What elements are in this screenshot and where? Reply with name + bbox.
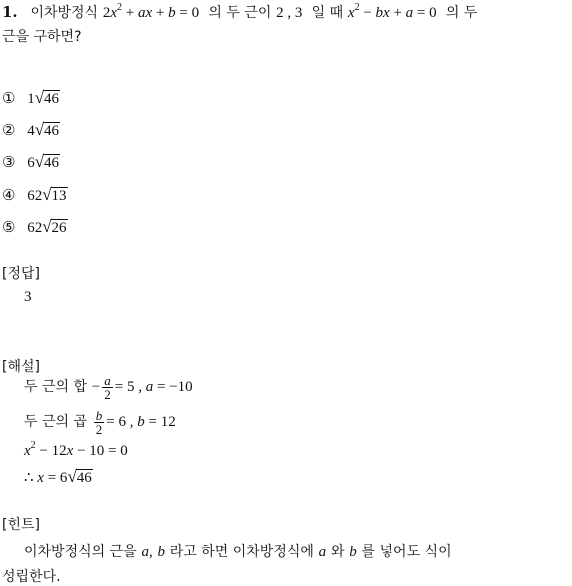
hint-line-2: 성립한다.	[2, 569, 61, 585]
hint-label: [힌트]	[2, 517, 40, 533]
solution-line-1: 두 근의 합 − $\frac{a}{2}$ = 5 , a = −10	[24, 373, 193, 402]
answer-label: [정답]	[2, 266, 40, 282]
solution-line-2: 두 근의 곱 $\frac{b}{2}$ = 6 , b = 12	[24, 408, 176, 437]
solution-label: [해설]	[2, 359, 40, 375]
solution-line-3: $x^2 - 12x - 10 = 0$	[24, 440, 128, 459]
hint-line-1: 이차방정식의 근을 a, b 라고 하면 이차방정식에 a 와 b 를 넣어도 식이	[24, 544, 452, 560]
choice-4[interactable]: ④ 62√13	[2, 185, 67, 204]
choice-2[interactable]: ② 4√46	[2, 120, 60, 139]
solution-line-4: ∴ x = 6√46	[24, 467, 92, 486]
choice-3[interactable]: ③ 6√46	[2, 152, 60, 171]
question-line-1: 1. 이차방정식 $2x^2$ + ax + b = 0 의 두 근이 2 , 3 일 때 $x^2$ − bx + a = 0 의 두	[2, 2, 478, 21]
choice-5[interactable]: ⑤ 62√26	[2, 217, 67, 236]
choice-1[interactable]: ① 1√46	[2, 88, 60, 107]
question-number: 1.	[2, 3, 18, 21]
question-line-2: 근을 구하면?	[2, 29, 82, 45]
answer-value: 3	[24, 289, 32, 305]
